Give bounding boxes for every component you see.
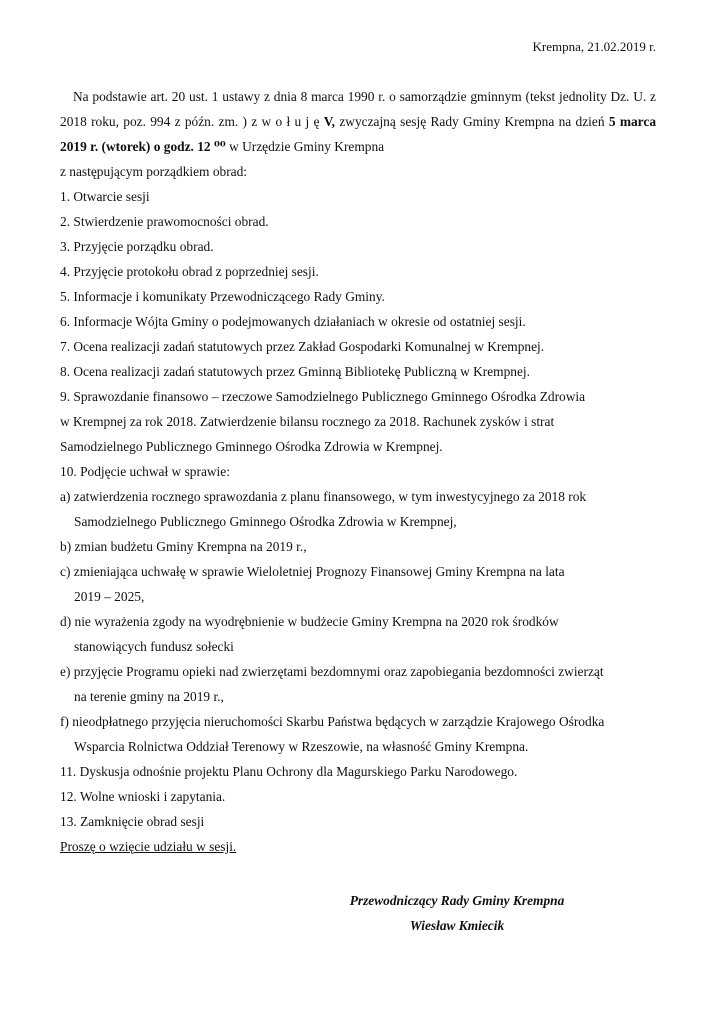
session-date: 5 marca 2019 r. (wtorek) o godz. 12 ⁰⁰ (60, 114, 657, 154)
agenda-subitem-cont: Wsparcia Rolnictwa Oddział Terenowy w Rzeszowie, na własność Gminy Krempna. (74, 739, 529, 754)
agenda-item: 1. Otwarcie sesji (60, 189, 150, 204)
intro-text-2: zwyczajną sesję Rady Gminy Krempna na dzień (335, 114, 609, 129)
place-date: Krempna, 21.02.2019 r. (532, 39, 656, 54)
agenda-subitem-cont: 2019 – 2025, (74, 589, 145, 604)
agenda-subitem-cont: Samodzielnego Publicznego Gminnego Ośrodka Zdrowia w Krempnej, (74, 514, 457, 529)
signatory-title: Przewodniczący Rady Gminy Krempna (349, 893, 565, 908)
agenda-subitem: c) zmieniająca uchwałę w sprawie Wieloletniej Prognozy Finansowej Gminy Krempna na lata (60, 564, 565, 579)
agenda-item: 3. Przyjęcie porządku obrad. (60, 239, 214, 254)
agenda-item: 8. Ocena realizacji zadań statutowych przez Gminną Bibliotekę Publiczną w Krempnej. (60, 364, 530, 379)
agenda-subitem: f) nieodpłatnego przyjęcia nieruchomości Skarbu Państwa będących w zarządzie Krajowego Ośrodka (60, 714, 605, 729)
agenda-list (60, 184, 656, 834)
document-body (60, 84, 656, 859)
agenda-item: 11. Dyskusja odnośnie projektu Planu Ochrony dla Magurskiego Parku Narodowego. (60, 764, 518, 779)
agenda-subitem: a) zatwierdzenia rocznego sprawozdania z planu finansowego, w tym inwestycyjnego za 2018 rok (60, 489, 587, 504)
session-number: V, (323, 114, 336, 129)
closing-request: Proszę o wzięcie udziału w sesji. (60, 839, 237, 854)
intro-text-4: z następującym porządkiem obrad: (60, 164, 248, 179)
intro-text-1: Na podstawie art. 20 ust. 1 ustawy z dnia 8 marca 1990 r. o samorządzie gminnym (tekst jednolity Dz. U. z 2018 roku, poz. 994 z późn. zm. ) z w o ł u j ę (60, 89, 656, 129)
agenda-item: 7. Ocena realizacji zadań statutowych przez Zakład Gospodarki Komunalnej w Krempnej. (60, 339, 545, 354)
agenda-item: 4. Przyjęcie protokołu obrad z poprzedniej sesji. (60, 264, 319, 279)
signature-block (337, 888, 577, 938)
agenda-item: 10. Podjęcie uchwał w sprawie: (60, 464, 230, 479)
agenda-subitem-cont: na terenie gminy na 2019 r., (74, 689, 224, 704)
agenda-subitem: e) przyjęcie Programu opieki nad zwierzętami bezdomnymi oraz zapobiegania bezdomności zwierząt (60, 664, 604, 679)
signatory-name: Wiesław Kmiecik (409, 918, 505, 933)
agenda-item-cont: w Krempnej za rok 2018. Zatwierdzenie bilansu rocznego za 2018. Rachunek zysków i strat (60, 414, 555, 429)
intro-paragraph (60, 84, 656, 159)
agenda-item: 5. Informacje i komunikaty Przewodniczącego Rady Gminy. (60, 289, 385, 304)
intro-text-3: w Urzędzie Gminy Krempna (225, 139, 385, 154)
agenda-item-cont: Samodzielnego Publicznego Gminnego Ośrodka Zdrowia w Krempnej. (60, 439, 443, 454)
agenda-subitem: d) nie wyrażenia zgody na wyodrębnienie w budżecie Gminy Krempna na 2020 rok środków (60, 614, 559, 629)
agenda-item: 6. Informacje Wójta Gminy o podejmowanych działaniach w okresie od ostatniej sesji. (60, 314, 526, 329)
agenda-item: 13. Zamknięcie obrad sesji (60, 814, 205, 829)
agenda-subitem: b) zmian budżetu Gminy Krempna na 2019 r., (60, 539, 307, 554)
agenda-item: 2. Stwierdzenie prawomocności obrad. (60, 214, 269, 229)
agenda-subitem-cont: stanowiących fundusz sołecki (74, 639, 234, 654)
agenda-item: 9. Sprawozdanie finansowo – rzeczowe Samodzielnego Publicznego Gminnego Ośrodka Zdrowia (60, 389, 586, 404)
agenda-item: 12. Wolne wnioski i zapytania. (60, 789, 226, 804)
